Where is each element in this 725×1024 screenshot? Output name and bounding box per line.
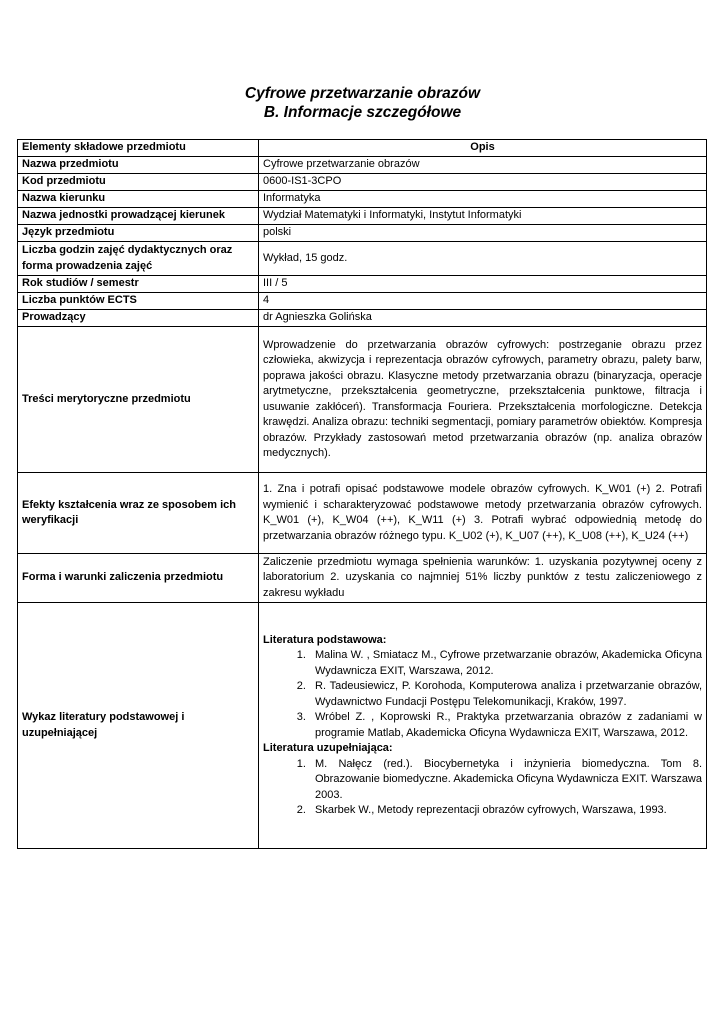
table-row xyxy=(18,157,707,174)
row-value: Cyfrowe przetwarzanie obrazów xyxy=(259,157,707,174)
list-item: 1. Malina W. , Smiatacz M., Cyfrowe przetwarzanie obrazów, Akademicka Oficyna Wydawnicza EXIT, Warszawa, 2012. xyxy=(309,648,702,679)
row-label: Prowadzący xyxy=(18,310,259,327)
row-label: Forma i warunki zaliczenia przedmiotu xyxy=(18,554,259,603)
title-line-1: Cyfrowe przetwarzanie obrazów xyxy=(244,85,481,102)
list-item: 2. Skarbek W., Metody reprezentacji obrazów cyfrowych, Warszawa, 1993. xyxy=(309,803,702,819)
list-item: 3. Wróbel Z. , Koprowski R., Praktyka przetwarzania obrazów z zadaniami w programie Matlab, Akademicka Oficyna Wydawnicza EXIT, Warszawa, 2012. xyxy=(309,710,702,741)
row-value: Wykład, 15 godz. xyxy=(259,242,707,276)
row-value: dr Agnieszka Golińska xyxy=(259,310,707,327)
course-info-table xyxy=(17,139,707,849)
column-header-description: Opis xyxy=(259,140,707,157)
row-label: Język przedmiotu xyxy=(18,225,259,242)
table-row xyxy=(18,293,707,310)
table-row xyxy=(18,225,707,242)
row-value: polski xyxy=(259,225,707,242)
row-label: Rok studiów / semestr xyxy=(18,276,259,293)
row-value: 4 xyxy=(259,293,707,310)
table-header-row xyxy=(18,140,707,157)
row-value: 0600-IS1-3CPO xyxy=(259,174,707,191)
supplementary-literature-list xyxy=(263,757,702,819)
table-row xyxy=(18,554,707,603)
row-label: Liczba godzin zajęć dydaktycznych oraz forma prowadzenia zajęć xyxy=(18,242,259,276)
literature-cell xyxy=(259,603,707,849)
row-label: Treści merytoryczne przedmiotu xyxy=(18,327,259,473)
document-title xyxy=(0,84,725,122)
row-label: Efekty kształcenia wraz ze sposobem ich weryfikacji xyxy=(18,473,259,554)
table-row xyxy=(18,276,707,293)
row-label: Nazwa kierunku xyxy=(18,191,259,208)
row-value: III / 5 xyxy=(259,276,707,293)
row-value: 1. Zna i potrafi opisać podstawowe modele obrazów cyfrowych. K_W01 (+) 2. Potrafi wymienić i scharakteryzować podstawowe metody przetwarzania obrazów cyfrowych. K_W01 (+), K_W04 (++), K_W11 (+) 3. Potrafi wybrać odpowiednią metodę do przetwarzania obrazów różnego typu. K_U02 (+), K_U07 (++), K_U08 (++), K_U24 (++) xyxy=(259,473,707,554)
row-label: Kod przedmiotu xyxy=(18,174,259,191)
table-row xyxy=(18,242,707,276)
row-label: Nazwa jednostki prowadzącej kierunek xyxy=(18,208,259,225)
list-item: 2. R. Tadeusiewicz, P. Korohoda, Komputerowa analiza i przetwarzanie obrazów, Wydawnictwo Fundacji Postępu Telekomunikacji, Kraków, 1997. xyxy=(309,679,702,710)
table-row xyxy=(18,174,707,191)
row-label: Nazwa przedmiotu xyxy=(18,157,259,174)
table-row-literature xyxy=(18,603,707,849)
list-item: 1. M. Nałęcz (red.). Biocybernetyka i inżynieria biomedyczna. Tom 8. Obrazowanie biomedyczne. Akademicka Oficyna Wydawnicza EXIT. Warszawa 2003. xyxy=(309,757,702,804)
row-value: Zaliczenie przedmiotu wymaga spełnienia warunków: 1. uzyskania pozytywnej oceny z laboratorium 2. uzyskania co najmniej 51% liczby punktów z testu zaliczeniowego z zakresu wykładu xyxy=(259,554,707,603)
row-value: Informatyka xyxy=(259,191,707,208)
title-line-2: B. Informacje szczegółowe xyxy=(263,104,462,121)
supplementary-literature-heading: Literatura uzupełniająca: xyxy=(263,742,393,754)
row-value: Wydział Matematyki i Informatyki, Instytut Informatyki xyxy=(259,208,707,225)
basic-literature-heading: Literatura podstawowa: xyxy=(263,633,387,646)
column-header-elements: Elementy składowe przedmiotu xyxy=(18,140,259,157)
table-row xyxy=(18,327,707,473)
table-row xyxy=(18,191,707,208)
row-value: Wprowadzenie do przetwarzania obrazów cyfrowych: postrzeganie obrazu przez człowieka, akwizycja i reprezentacja obrazów cyfrowych, parametry obrazu, palety barw, poprawa jakości obrazu. Klasyczne metody przetwarzania obrazu (binaryzacja, operacje arytmetyczne, przekształcenia geometryczne, przekształcenia punktowe, filtracja i usuwanie zakłóceń). Transformacja Fouriera. Przekształcenia morfologiczne. Detekcja krawędzi. Analiza obrazu: techniki segmentacji, pomiary parametrów obiektów. Kompresja obrazów. Przykłady zastosowań metod przetwarzania obrazów (np. analiza obrazów medycznych). xyxy=(259,327,707,473)
table-row xyxy=(18,473,707,554)
row-label: Wykaz literatury podstawowej i uzupełniającej xyxy=(18,603,259,849)
row-label: Liczba punktów ECTS xyxy=(18,293,259,310)
basic-literature-list xyxy=(263,648,702,741)
table-row xyxy=(18,310,707,327)
table-row xyxy=(18,208,707,225)
